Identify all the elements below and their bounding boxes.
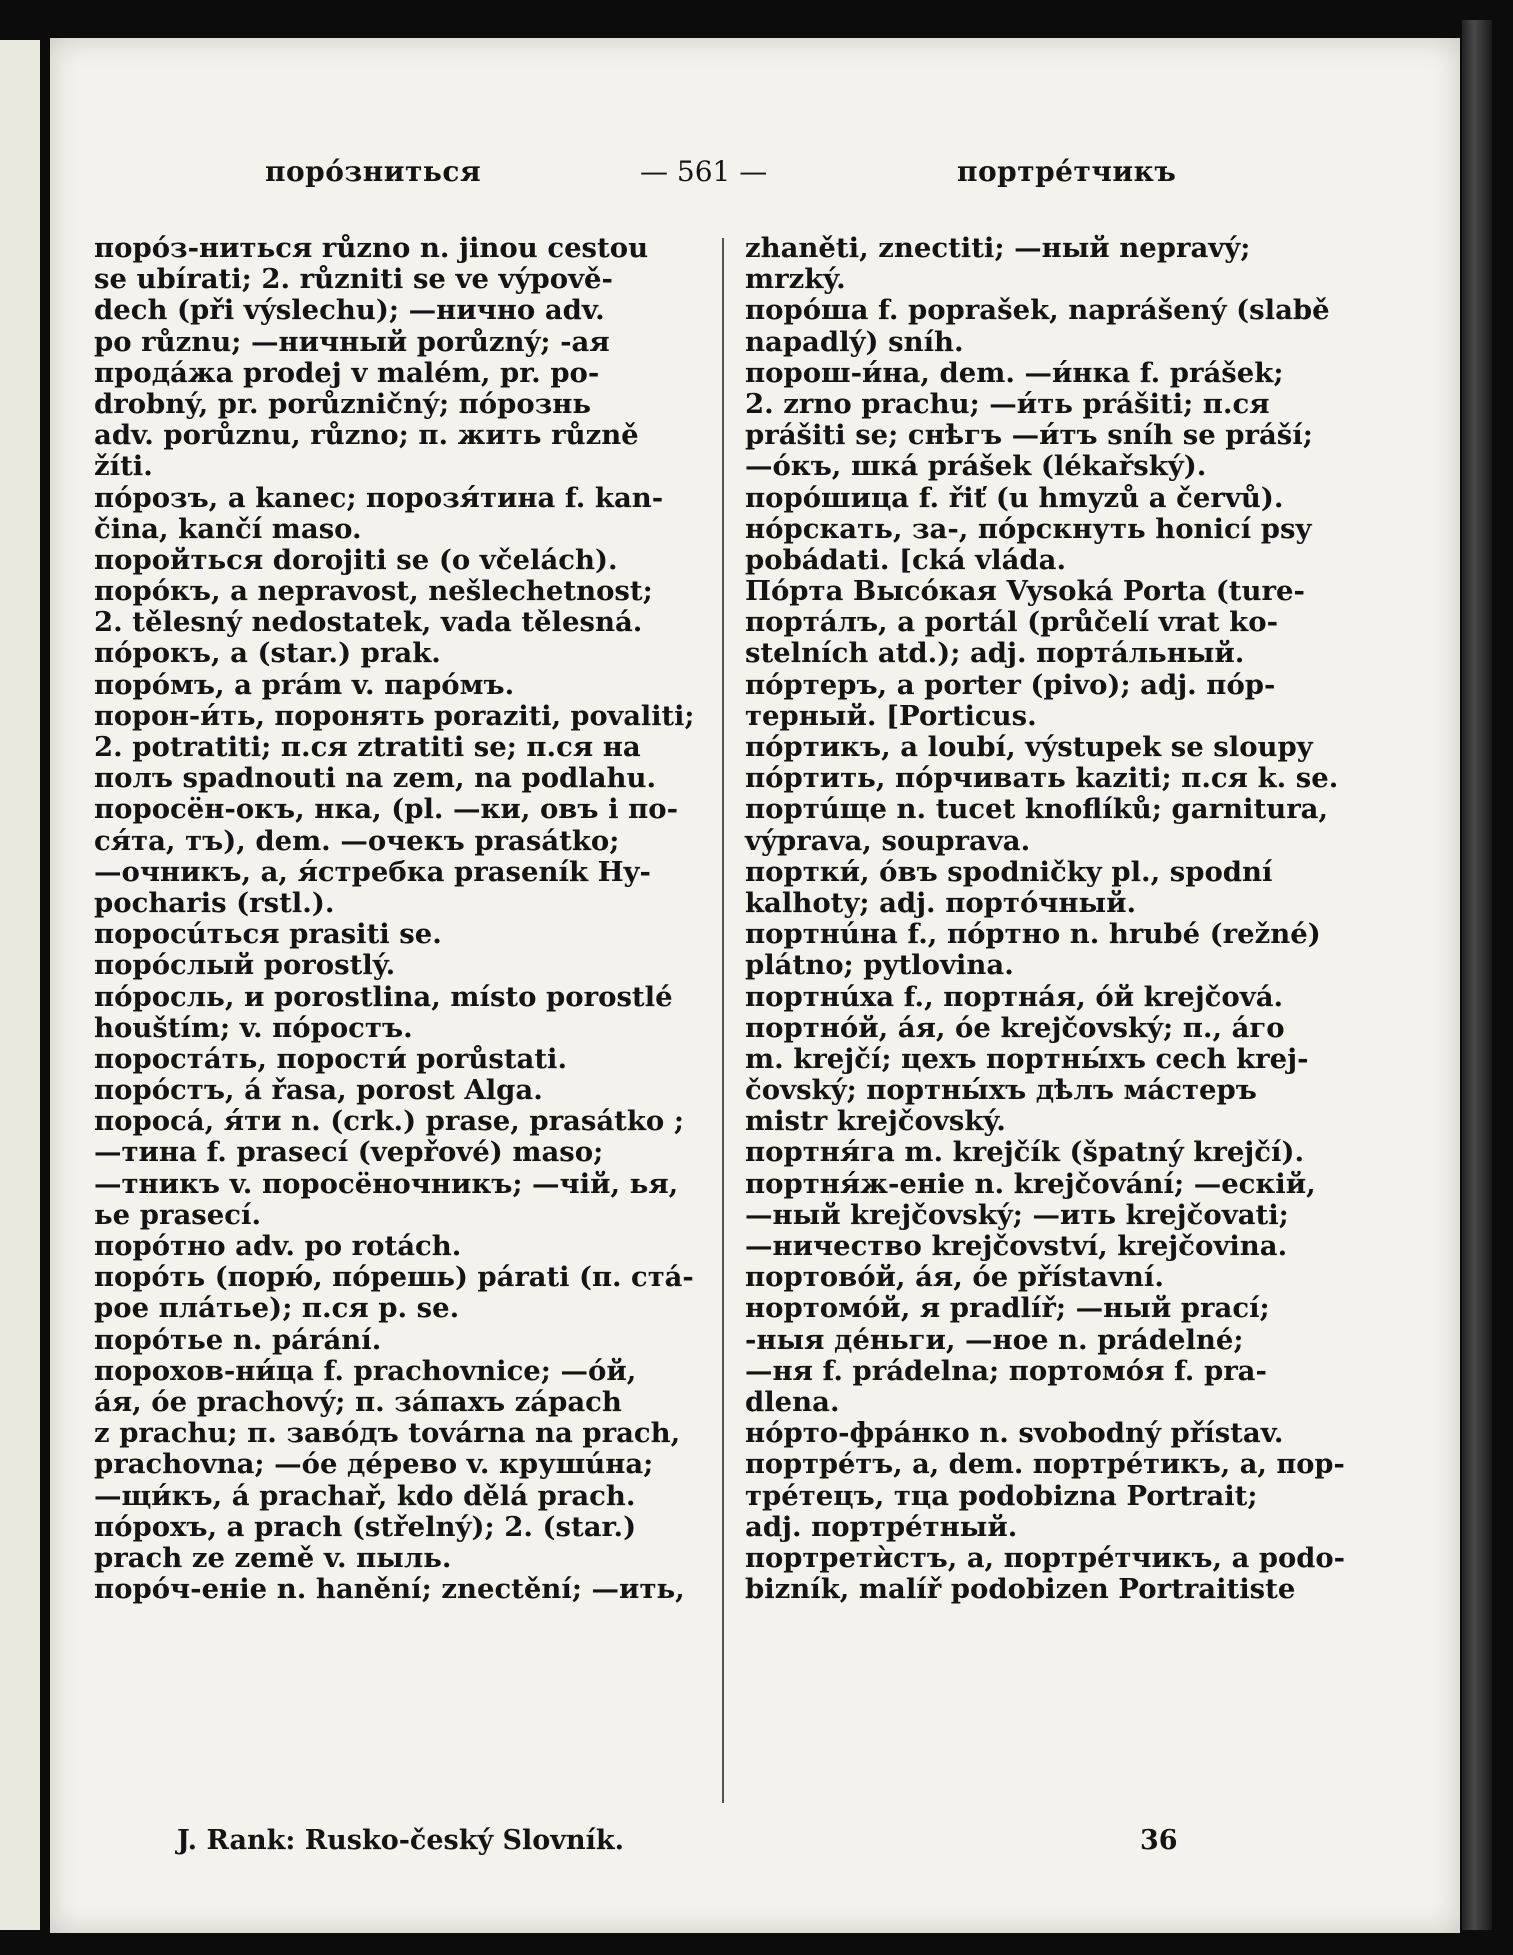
page-number: — 561 — — [640, 155, 768, 188]
entry-line: порон-и́ть, поронять poraziti, povaliti; — [94, 699, 695, 732]
entry-line: пóртить, пóрчивать kaziti; п.ся k. se. — [745, 762, 1339, 795]
entry-line: stelních atd.); adj. портáльный. — [745, 637, 1245, 670]
entry-line: pocharis (rstl.). — [94, 886, 335, 919]
page-footer — [50, 1825, 1460, 1865]
entry-line: čovský; портны́хъ дѣлъ мáстеръ — [745, 1074, 1257, 1107]
entry-line: se ubírati; 2. různiti se ve výpově- — [94, 263, 613, 296]
entry-line: портрéтъ, а, dem. портрéтикъ, а, пор- — [745, 1448, 1345, 1481]
entry-line: портовóй, áя, óе přístavní. — [745, 1261, 1164, 1294]
entry-line: нортомóй, я pradlíř; —ный prací; — [745, 1292, 1270, 1325]
entry-line: 2. potratiti; п.ся ztratiti se; п.ся на — [94, 731, 641, 763]
left-column — [94, 233, 694, 1605]
entry-line: портнóй, áя, óе krejčovský; п., áго — [745, 1011, 1285, 1044]
entry-line: po různu; —ничный porůzný; -ая — [94, 325, 610, 358]
signature-mark: 36 — [1140, 1825, 1178, 1856]
entry-line: —очникъ, а, я́стребка praseník Hy- — [94, 855, 651, 888]
entry-line: поростáть, порости́ porůstati. — [94, 1042, 568, 1075]
entry-line: z prachu; п. завóдъ továrna na prach, — [94, 1417, 681, 1450]
entry-line: нóрто-фрáнко n. svobodný přístav. — [745, 1417, 1284, 1450]
entry-line: bizník, malíř podobizen Portraitiste — [745, 1573, 1296, 1606]
entry-line: mistr krejčovský. — [745, 1105, 1006, 1138]
entry-line: kalhoty; adj. портóчный. — [745, 886, 1137, 919]
entry-line: портня́ж-еніе n. krejčování; —ескій, — [745, 1167, 1316, 1200]
entry-line: портретѝстъ, а, портрéтчикъ, a podo- — [745, 1541, 1345, 1574]
entry-line: порохов-ни́ца f. prachovnice; —óй, — [94, 1354, 637, 1387]
entry-line: čina, kančí maso. — [94, 512, 362, 545]
entry-line: порóтье n. párání. — [94, 1323, 382, 1356]
entry-line: houštím; v. пóростъ. — [94, 1011, 413, 1044]
entry-line: výprava, souprava. — [745, 824, 1031, 857]
entry-line: поросён-окъ, нка, (pl. —ки, овъ i по- — [94, 793, 678, 826]
entry-line: порóмъ, a prám v. парóмъ. — [94, 668, 515, 701]
entry-line: порóч-еніе n. hanění; znectění; —ить, — [94, 1573, 685, 1606]
header-left-guideword: порóзниться — [265, 155, 482, 188]
entry-line: prášiti se; снѣгъ —и́тъ sníh se práší; — [745, 419, 1313, 452]
entry-line: Пóрта Высóкая Vysoká Porta (ture- — [745, 575, 1305, 608]
entry-line: m. krejčí; цехъ портны́хъ cech krej- — [745, 1042, 1309, 1075]
entry-line: mrzký. — [745, 263, 846, 296]
entry-line: —щи́къ, á prachař, kdo dělá prach. — [94, 1479, 636, 1512]
entry-line: plátno; pytlovina. — [745, 949, 1014, 982]
entry-line: пóртеръ, a porter (pivo); adj. пóр- — [745, 668, 1276, 701]
entry-line: —ня f. prádelna; портомóя f. pra- — [745, 1354, 1267, 1387]
entry-line: трéтецъ, тца podobizna Portrait; — [745, 1479, 1258, 1512]
entry-line: -ныя дéньги, —ное n. prádelné; — [745, 1323, 1244, 1356]
entry-line: порóслый porostlý. — [94, 949, 396, 982]
entry-line: пóртикъ, a loubí, výstupek se sloupy — [745, 731, 1313, 763]
entry-line: порóкъ, a nepravost, nešlechetnost; — [94, 575, 653, 608]
entry-line: портки́, óвъ spodničky pl., spodní — [745, 855, 1273, 888]
entry-line: —ный krejčovský; —ить krejčovati; — [745, 1198, 1289, 1231]
entry-line: полъ spadnouti na zem, na podlahu. — [94, 762, 657, 795]
entry-line: —тникъ v. поросёночникъ; —чій, ья, — [94, 1167, 679, 1200]
adjacent-page-edge — [0, 40, 40, 1930]
entry-line: prach ze země v. пыль. — [94, 1541, 452, 1574]
column-divider — [722, 238, 724, 1803]
entry-line: pobádati. [cká vláda. — [745, 543, 1067, 576]
entry-line: zhaněti, znectiti; —ный nepravý; — [745, 232, 1251, 264]
entry-line: prachovna; —óе дéрево v. крушúна; — [94, 1448, 654, 1481]
page-gutter-shadow — [1462, 20, 1492, 1930]
entry-line: —ничество krejčovství, krejčovina. — [745, 1230, 1288, 1262]
header-right-guideword: портрéтчикъ — [957, 155, 1177, 188]
entry-line: продáжа prodej v malém, pr. po- — [94, 356, 600, 389]
entry-line: портнúха f., портнáя, óй krejčová. — [745, 980, 1284, 1013]
footer-signature: J. Rank: Rusko-český Slovník. — [177, 1825, 624, 1856]
entry-line: áя, óе prachový; п. зáпахъ zápach — [94, 1385, 622, 1418]
entry-line: порóз-ниться různo n. jinou cestou — [94, 232, 649, 264]
entry-line: drobný, pr. porůzničný; пóрознь — [94, 387, 592, 420]
entry-line: ье prasecí. — [94, 1198, 262, 1231]
entry-line: napadlý) sníh. — [745, 325, 964, 358]
entry-line: пóрохъ, a prach (střelný); 2. (star.) — [94, 1510, 637, 1543]
entry-line: портня́га m. krejčík (špatný krejčí). — [745, 1136, 1305, 1169]
entry-line: 2. tělesný nedostatek, vada tělesná. — [94, 606, 643, 639]
entry-line: adj. портрéтный. — [745, 1510, 1018, 1543]
entry-line: dech (při výslechu); —нично adv. — [94, 294, 605, 327]
entry-line: dlena. — [745, 1385, 840, 1418]
entry-line: —тина f. prasecí (vepřové) maso; — [94, 1136, 604, 1169]
entry-line: ся́та, тъ), dem. —очекъ prasátko; — [94, 824, 620, 857]
entry-line: порош-и́на, dem. —и́нка f. prášek; — [745, 356, 1284, 389]
entry-line: adv. porůznu, různo; п. жить různě — [94, 419, 639, 452]
entry-line: пóрокъ, a (star.) prak. — [94, 637, 441, 670]
running-header — [50, 155, 1460, 195]
entry-line: 2. zrno prachu; —и́ть prášiti; п.ся — [745, 387, 1270, 420]
entry-line: портáлъ, а portál (průčelí vrat ko- — [745, 606, 1278, 639]
entry-line: —óкъ, шкá prášek (lékařský). — [745, 450, 1207, 483]
entry-line: рое плáтье); п.ся р. se. — [94, 1292, 460, 1325]
entry-line: žíti. — [94, 450, 153, 483]
entry-line: порóстъ, á řasa, porost Alga. — [94, 1074, 543, 1107]
entry-line: порóтно adv. po rotách. — [94, 1230, 462, 1262]
entry-line: порóшица f. řiť (u hmyzů a červů). — [745, 481, 1284, 514]
entry-line: портúще n. tucet knoflíků; garnitura, — [745, 793, 1329, 826]
entry-line: терный. [Porticus. — [745, 699, 1037, 732]
entry-line: нóрскать, за-, пóрскнуть honicí psy — [745, 512, 1312, 545]
right-column — [745, 233, 1345, 1605]
entry-line: порóша f. poprašek, naprášený (slabě — [745, 294, 1330, 327]
entry-line: поросá, я́ти n. (crk.) prase, prasátko ; — [94, 1105, 685, 1138]
entry-line: поройться dorojiti se (o včelách). — [94, 543, 618, 576]
entry-line: поросúться prasiti se. — [94, 918, 442, 951]
entry-line: портнúна f., пóртно n. hrubé (režné) — [745, 918, 1321, 951]
entry-line: пóрозъ, a kanec; порозя́тина f. kan- — [94, 481, 664, 514]
entry-line: порóть (порю́, пóрешь) párati (п. стá- — [94, 1261, 694, 1294]
dictionary-page — [50, 38, 1460, 1933]
entry-line: пóросль, и porostlina, místo porostlé — [94, 980, 673, 1013]
